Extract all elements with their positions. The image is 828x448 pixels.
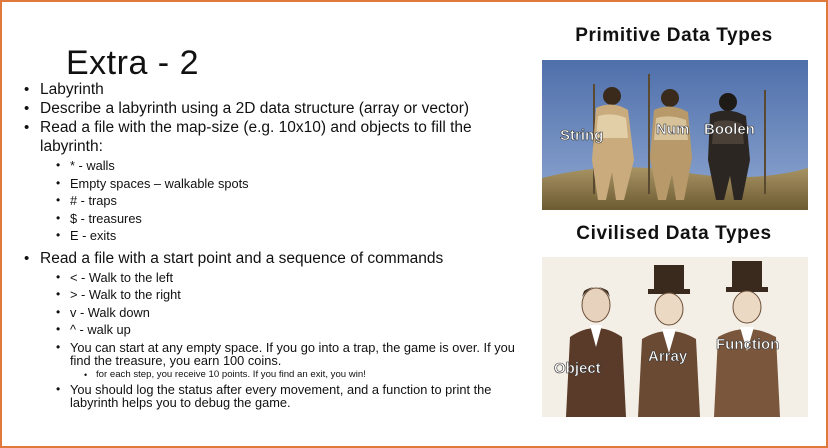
bullet-text: Describe a labyrinth using a 2D data structure (array or vector): [40, 100, 470, 117]
bullet-text: Read a file with a start point and a sequence of commands: [40, 249, 444, 267]
boolen-label: Boolen: [704, 121, 755, 138]
bullet-text: Read a file with the map-size (e.g. 10x10) and objects to fill the labyrinth:: [40, 119, 472, 155]
array-label: Array: [648, 348, 688, 365]
bullet-describe: [22, 99, 532, 118]
bullet-read-map: [22, 118, 532, 245]
bullet-list: [22, 80, 532, 410]
string-label: String: [560, 127, 604, 144]
rules-text: You can start at any empty space. If you go into a trap, the game is over. If you find the treasure, you earn 100 coins.: [70, 339, 515, 368]
bullet-text: Labyrinth: [40, 81, 104, 98]
scoring-list: [82, 369, 532, 381]
primitive-heading: Primitive Data Types: [575, 25, 773, 46]
list-item: • v - Walk down: [54, 304, 532, 322]
victorian-gentlemen-illustration-icon: [542, 257, 808, 417]
slide-title: Extra - 2: [66, 44, 199, 82]
list-item: • for each step, you receive 10 points. If you find an exit, you win!: [82, 369, 532, 381]
list-item: • ^ - walk up: [54, 321, 532, 339]
bullet-read-commands: [22, 249, 532, 410]
bullet-labyrinth: [22, 80, 532, 99]
map-objects-list: [54, 157, 532, 245]
list-item-logging: • You should log the status after every movement, and a function to print the labyrinth helps you to debug the game.: [54, 383, 532, 410]
list-item: • < - Walk to the left: [54, 269, 532, 287]
object-label: Object: [554, 360, 601, 377]
civilised-heading: Civilised Data Types: [576, 223, 772, 244]
list-item-rules: [54, 341, 532, 381]
function-label: Function: [716, 336, 780, 353]
list-item: • E - exits: [54, 227, 532, 245]
list-item: • $ - treasures: [54, 210, 532, 228]
list-item: • > - Walk to the right: [54, 286, 532, 304]
num-label: Num: [656, 121, 690, 138]
cavemen-illustration-icon: [542, 60, 808, 210]
list-item: • * - walls: [54, 157, 532, 175]
commands-list: [54, 269, 532, 410]
list-item: • Empty spaces – walkable spots: [54, 175, 532, 193]
slide-content: [22, 80, 532, 410]
list-item: • # - traps: [54, 192, 532, 210]
civilised-image: [542, 257, 808, 417]
primitive-image: [542, 60, 808, 210]
